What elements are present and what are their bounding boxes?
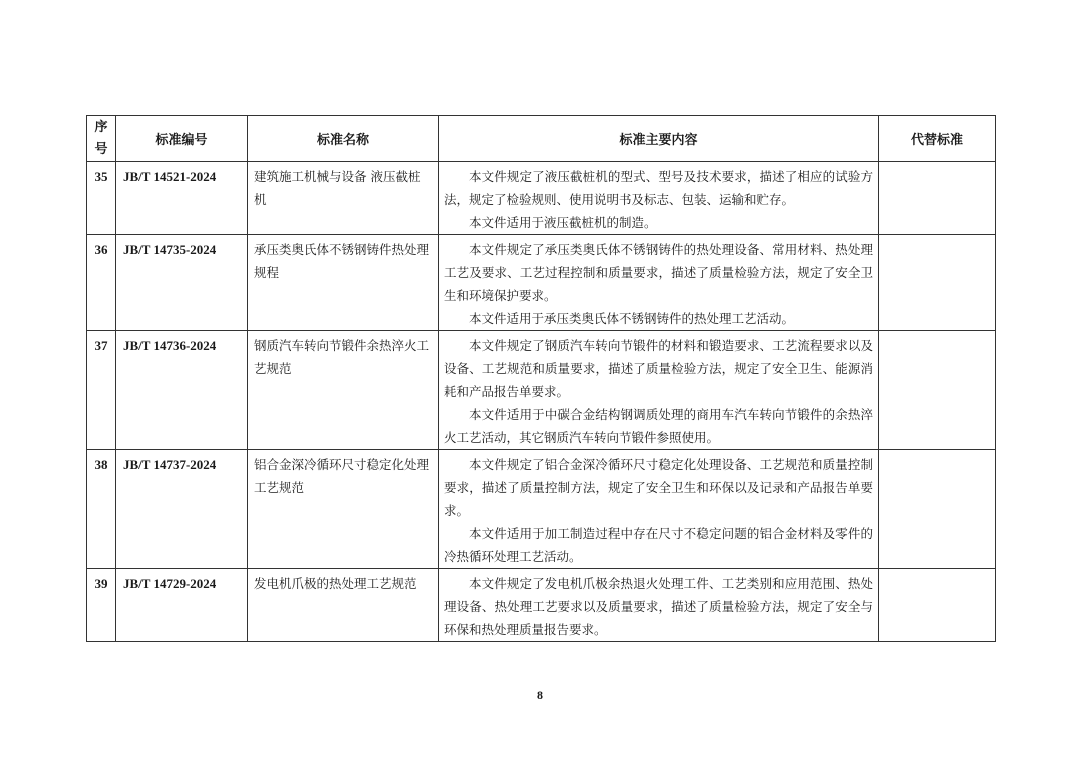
row-name: 钢质汽车转向节锻件余热淬火工艺规范 xyxy=(248,331,439,450)
row-seq: 35 xyxy=(87,162,116,235)
row-content xyxy=(439,162,879,235)
row-replace xyxy=(879,569,996,642)
content-paragraph: 本文件规定了液压截桩机的型式、型号及技术要求，描述了相应的试验方法，规定了检验规则、使用说明书及标志、包装、运输和贮存。 xyxy=(444,169,873,207)
row-seq: 38 xyxy=(87,450,116,569)
row-code: JB/T 14735-2024 xyxy=(116,235,248,331)
table-row xyxy=(87,569,996,642)
row-seq: 37 xyxy=(87,331,116,450)
header-seq-bottom: 号 xyxy=(94,141,108,157)
content-paragraph: 本文件适用于液压截桩机的制造。 xyxy=(469,215,657,230)
table-row xyxy=(87,235,996,331)
content-paragraph: 本文件适用于中碳合金结构钢调质处理的商用车汽车转向节锻件的余热淬火工艺活动，其它钢质汽车转向节锻件参照使用。 xyxy=(444,407,873,445)
row-code: JB/T 14737-2024 xyxy=(116,450,248,569)
header-seq xyxy=(87,116,116,162)
row-name: 承压类奥氏体不锈钢铸件热处理规程 xyxy=(248,235,439,331)
page-number: 8 xyxy=(537,688,543,702)
table-row xyxy=(87,331,996,450)
header-name: 标准名称 xyxy=(248,116,439,162)
content-paragraph: 本文件规定了发电机爪极余热退火处理工件、工艺类别和应用范围、热处理设备、热处理工艺要求以及质量要求，描述了质量检验方法，规定了安全与环保和热处理质量报告要求。 xyxy=(444,576,873,637)
row-code: JB/T 14736-2024 xyxy=(116,331,248,450)
standards-table xyxy=(86,115,996,642)
content-paragraph: 本文件适用于加工制造过程中存在尺寸不稳定问题的铝合金材料及零件的冷热循环处理工艺活动。 xyxy=(444,526,873,564)
header-replace: 代替标准 xyxy=(879,116,996,162)
row-seq: 36 xyxy=(87,235,116,331)
content-paragraph: 本文件适用于承压类奥氏体不锈钢铸件的热处理工艺活动。 xyxy=(469,311,795,326)
content-paragraph: 本文件规定了铝合金深冷循环尺寸稳定化处理设备、工艺规范和质量控制要求，描述了质量控制方法，规定了安全卫生和环保以及记录和产品报告单要求。 xyxy=(444,457,873,518)
row-name: 发电机爪极的热处理工艺规范 xyxy=(248,569,439,642)
header-content: 标准主要内容 xyxy=(439,116,879,162)
row-name: 铝合金深冷循环尺寸稳定化处理工艺规范 xyxy=(248,450,439,569)
row-code: JB/T 14521-2024 xyxy=(116,162,248,235)
table-row xyxy=(87,162,996,235)
row-replace xyxy=(879,235,996,331)
row-content xyxy=(439,569,879,642)
row-content xyxy=(439,331,879,450)
row-replace xyxy=(879,162,996,235)
header-seq-top: 序 xyxy=(94,119,108,135)
row-content xyxy=(439,235,879,331)
row-replace xyxy=(879,450,996,569)
row-name: 建筑施工机械与设备 液压截桩机 xyxy=(248,162,439,235)
header-code: 标准编号 xyxy=(116,116,248,162)
row-code: JB/T 14729-2024 xyxy=(116,569,248,642)
content-paragraph: 本文件规定了承压类奥氏体不锈钢铸件的热处理设备、常用材料、热处理工艺及要求、工艺过程控制和质量要求，描述了质量检验方法，规定了安全卫生和环境保护要求。 xyxy=(444,242,873,303)
row-replace xyxy=(879,331,996,450)
row-content xyxy=(439,450,879,569)
row-seq: 39 xyxy=(87,569,116,642)
table-row xyxy=(87,450,996,569)
table-header-row xyxy=(87,116,996,162)
content-paragraph: 本文件规定了钢质汽车转向节锻件的材料和锻造要求、工艺流程要求以及设备、工艺规范和质量要求，描述了质量检验方法，规定了安全卫生、能源消耗和产品报告单要求。 xyxy=(444,338,873,399)
